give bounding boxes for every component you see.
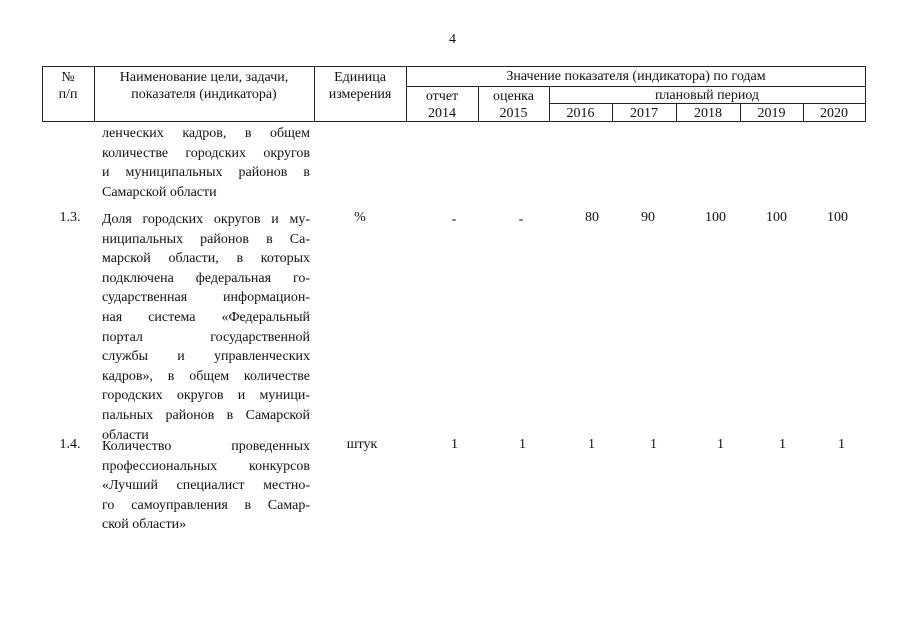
row-unit: % [354, 210, 366, 225]
value-2018: 1 [717, 437, 724, 452]
header-planned-period: плановый период [654, 88, 760, 103]
name-line: «Лучший специалист местно- [102, 478, 310, 494]
name-line: ской области» [102, 517, 187, 533]
table-row-continuation-name [102, 124, 310, 202]
header-report-2014: отчет 2014 [425, 89, 459, 121]
value-2016: 80 [585, 210, 599, 225]
value-2017: 90 [641, 210, 655, 225]
row-unit: штук [346, 437, 378, 452]
name-line: ниципальных районов в Са- [102, 231, 310, 247]
name-line: Доля городских округов и му- [102, 212, 310, 227]
header-num: № п/п [58, 70, 78, 102]
header-year-2020: 2020 [820, 106, 848, 121]
value-2019: 100 [766, 210, 787, 225]
page-number: 4 [449, 32, 456, 47]
value-2016: 1 [588, 437, 595, 452]
name-line: ленческих кадров, в общем [102, 126, 310, 141]
name-line: и муниципальных районов в [102, 165, 310, 181]
value-2015: 1 [519, 437, 526, 452]
header-estimate-2015: оценка 2015 [492, 89, 534, 121]
name-line: го самоуправления в Самар- [102, 497, 310, 513]
value-2020: 1 [838, 437, 845, 452]
header-unit: Единица измерения [328, 70, 392, 102]
value-2014: 1 [451, 437, 458, 452]
header-year-2016: 2016 [566, 106, 595, 121]
value-2017: 1 [650, 437, 657, 452]
value-2015: - [518, 212, 524, 227]
name-line: ная система «Федеральный [102, 309, 310, 325]
value-2014: - [451, 212, 457, 227]
name-line: области [102, 427, 149, 443]
row-name [102, 437, 310, 535]
row-name [102, 210, 310, 445]
row-number: 1.3. [59, 210, 81, 225]
row-number: 1.4. [59, 437, 81, 452]
header-values-group: Значение показателя (индикатора) по годам [506, 69, 766, 84]
header-year-2017: 2017 [630, 106, 658, 121]
value-2018: 100 [705, 210, 726, 225]
name-line: городских округов и муници- [102, 388, 310, 404]
name-line: портал государственной [102, 329, 310, 345]
name-line: пальных районов в Самарской [102, 407, 310, 423]
header-year-2019: 2019 [757, 106, 786, 121]
name-line: Самарской области [102, 184, 217, 200]
name-line: подключена федеральная го- [102, 270, 310, 286]
name-line: количестве городских округов [102, 145, 310, 161]
header-year-2018: 2018 [694, 106, 722, 121]
name-line: кадров», в общем количестве [102, 368, 310, 384]
name-line: марской области, в которых [102, 251, 310, 267]
name-line: службы и управленческих [102, 349, 310, 365]
name-line: Количество проведенных [102, 439, 310, 454]
name-line: сударственная информацион- [102, 290, 310, 306]
value-2020: 100 [827, 210, 848, 225]
name-line: профессиональных конкурсов [102, 458, 310, 474]
value-2019: 1 [779, 437, 786, 452]
header-name: Наименование цели, задачи, показателя (индикатора) [119, 70, 289, 102]
